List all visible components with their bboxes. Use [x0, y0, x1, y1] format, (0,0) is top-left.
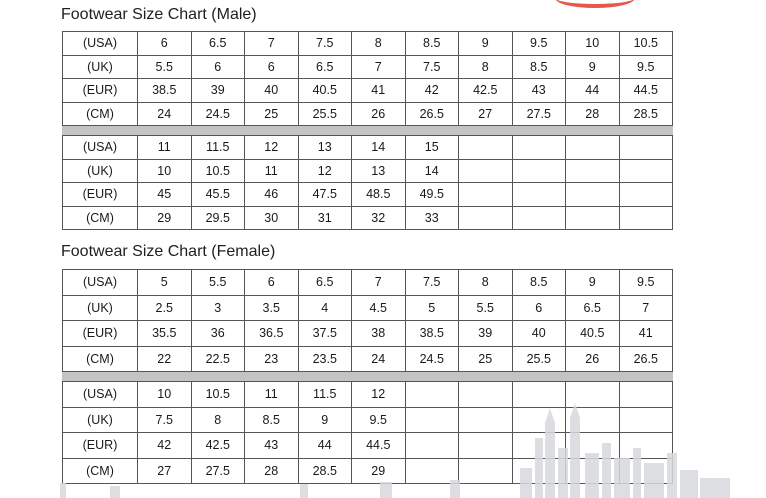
size-cell: 11 [245, 159, 299, 183]
size-cell [512, 206, 566, 230]
size-cell: 40.5 [298, 79, 352, 103]
size-cell [566, 159, 620, 183]
size-cell: 7.5 [405, 270, 459, 296]
size-cell: 25.5 [298, 102, 352, 126]
size-cell: 5 [405, 295, 459, 321]
size-cell: 7 [352, 270, 406, 296]
size-cell: 45.5 [191, 183, 245, 207]
size-cell: 8 [191, 407, 245, 433]
size-cell: 28 [566, 102, 620, 126]
size-cell: 10 [138, 159, 192, 183]
size-cell: 5.5 [138, 55, 192, 79]
size-cell: 4.5 [352, 295, 406, 321]
size-cell: 15 [405, 136, 459, 160]
table-row [63, 458, 673, 484]
size-cell: 27.5 [191, 458, 245, 484]
size-cell: 26.5 [405, 102, 459, 126]
size-cell: 44 [298, 433, 352, 459]
size-cell [619, 433, 673, 459]
size-cell [619, 382, 673, 408]
size-cell: 45 [138, 183, 192, 207]
size-cell [512, 159, 566, 183]
separator-bar [63, 126, 673, 136]
size-cell: 8 [459, 55, 513, 79]
female-size-table-body [63, 270, 673, 484]
size-cell [619, 159, 673, 183]
table-row [63, 79, 673, 103]
table-row [63, 32, 673, 56]
size-cell [459, 458, 513, 484]
size-cell: 26.5 [619, 346, 673, 372]
row-label: (USA) [63, 270, 138, 296]
size-cell [619, 458, 673, 484]
size-cell: 26 [566, 346, 620, 372]
size-cell: 8.5 [245, 407, 299, 433]
size-cell: 43 [512, 79, 566, 103]
size-cell [512, 433, 566, 459]
size-cell: 41 [619, 321, 673, 347]
size-cell [405, 458, 459, 484]
table-row [63, 433, 673, 459]
female-chart-title: Footwear Size Chart (Female) [61, 243, 276, 260]
size-cell [566, 183, 620, 207]
table-row [63, 295, 673, 321]
table-row [63, 382, 673, 408]
table-row [63, 206, 673, 230]
size-cell: 7.5 [405, 55, 459, 79]
size-cell: 33 [405, 206, 459, 230]
size-cell [405, 433, 459, 459]
size-cell: 8.5 [512, 270, 566, 296]
size-cell: 42 [138, 433, 192, 459]
size-cell: 7 [619, 295, 673, 321]
size-cell [405, 382, 459, 408]
size-cell: 10.5 [191, 382, 245, 408]
size-cell: 35.5 [138, 321, 192, 347]
size-cell: 23 [245, 346, 299, 372]
row-label: (UK) [63, 295, 138, 321]
table-row [63, 55, 673, 79]
table-row [63, 270, 673, 296]
row-label: (CM) [63, 346, 138, 372]
size-cell: 9.5 [512, 32, 566, 56]
size-cell [566, 433, 620, 459]
size-cell: 30 [245, 206, 299, 230]
size-cell: 40.5 [566, 321, 620, 347]
size-cell: 7.5 [298, 32, 352, 56]
size-cell: 3 [191, 295, 245, 321]
size-cell: 12 [245, 136, 299, 160]
size-cell [459, 407, 513, 433]
size-cell [459, 159, 513, 183]
size-cell: 9.5 [352, 407, 406, 433]
row-label: (CM) [63, 206, 138, 230]
size-cell [405, 407, 459, 433]
size-cell [512, 407, 566, 433]
size-cell: 25 [459, 346, 513, 372]
size-cell: 39 [191, 79, 245, 103]
size-cell: 36 [191, 321, 245, 347]
table-row [63, 183, 673, 207]
size-cell: 36.5 [245, 321, 299, 347]
size-cell [619, 407, 673, 433]
size-cell: 39 [459, 321, 513, 347]
size-cell: 14 [352, 136, 406, 160]
size-cell: 46 [245, 183, 299, 207]
row-label: (USA) [63, 136, 138, 160]
size-cell: 48.5 [352, 183, 406, 207]
size-cell [566, 382, 620, 408]
size-cell: 11.5 [298, 382, 352, 408]
size-cell: 44.5 [352, 433, 406, 459]
size-cell [459, 433, 513, 459]
size-cell: 8.5 [512, 55, 566, 79]
size-cell: 27 [138, 458, 192, 484]
table-separator-row [63, 126, 673, 136]
size-cell: 8 [459, 270, 513, 296]
size-cell: 9 [459, 32, 513, 56]
size-cell: 42 [405, 79, 459, 103]
row-label: (USA) [63, 382, 138, 408]
size-cell: 6 [245, 55, 299, 79]
separator-bar [63, 372, 673, 382]
size-cell: 23.5 [298, 346, 352, 372]
size-cell: 37.5 [298, 321, 352, 347]
size-cell: 38.5 [405, 321, 459, 347]
row-label: (EUR) [63, 321, 138, 347]
size-cell: 3.5 [245, 295, 299, 321]
size-cell: 40 [245, 79, 299, 103]
row-label: (CM) [63, 458, 138, 484]
size-cell: 13 [298, 136, 352, 160]
size-cell: 10.5 [191, 159, 245, 183]
size-cell: 24.5 [191, 102, 245, 126]
size-cell [566, 458, 620, 484]
row-label: (EUR) [63, 79, 138, 103]
table-separator-row [63, 372, 673, 382]
size-cell: 5 [138, 270, 192, 296]
size-cell: 11.5 [191, 136, 245, 160]
size-cell: 6.5 [566, 295, 620, 321]
size-cell [459, 382, 513, 408]
size-cell: 8.5 [405, 32, 459, 56]
size-cell: 38.5 [138, 79, 192, 103]
size-cell: 10 [138, 382, 192, 408]
male-size-table-body [63, 32, 673, 230]
size-cell: 7 [245, 32, 299, 56]
size-cell [512, 183, 566, 207]
row-label: (USA) [63, 32, 138, 56]
size-cell: 5.5 [191, 270, 245, 296]
size-cell [566, 407, 620, 433]
row-label: (UK) [63, 407, 138, 433]
table-row [63, 159, 673, 183]
size-cell: 42.5 [191, 433, 245, 459]
size-cell: 6.5 [298, 55, 352, 79]
size-cell: 29.5 [191, 206, 245, 230]
row-label: (UK) [63, 159, 138, 183]
size-cell: 49.5 [405, 183, 459, 207]
size-cell [512, 458, 566, 484]
table-row [63, 407, 673, 433]
size-cell: 43 [245, 433, 299, 459]
row-label: (UK) [63, 55, 138, 79]
size-cell: 25.5 [512, 346, 566, 372]
size-cell [619, 136, 673, 160]
size-cell [459, 136, 513, 160]
size-cell [512, 136, 566, 160]
size-cell: 44 [566, 79, 620, 103]
size-cell: 40 [512, 321, 566, 347]
size-cell: 4 [298, 295, 352, 321]
size-cell: 6 [138, 32, 192, 56]
size-cell: 24 [138, 102, 192, 126]
size-cell: 7.5 [138, 407, 192, 433]
row-label: (CM) [63, 102, 138, 126]
size-cell: 26 [352, 102, 406, 126]
size-cell: 47.5 [298, 183, 352, 207]
size-cell: 12 [298, 159, 352, 183]
size-cell [459, 206, 513, 230]
size-cell: 27 [459, 102, 513, 126]
size-cell: 14 [405, 159, 459, 183]
size-cell: 38 [352, 321, 406, 347]
table-row [63, 346, 673, 372]
size-cell [619, 183, 673, 207]
size-cell: 6 [191, 55, 245, 79]
size-cell: 9.5 [619, 55, 673, 79]
size-cell: 11 [245, 382, 299, 408]
table-row [63, 102, 673, 126]
size-cell: 7 [352, 55, 406, 79]
size-cell: 32 [352, 206, 406, 230]
size-cell: 5.5 [459, 295, 513, 321]
size-cell: 22.5 [191, 346, 245, 372]
size-cell: 9 [298, 407, 352, 433]
size-cell: 10 [566, 32, 620, 56]
size-cell: 25 [245, 102, 299, 126]
size-cell: 28.5 [298, 458, 352, 484]
size-cell: 10.5 [619, 32, 673, 56]
size-cell: 24 [352, 346, 406, 372]
size-cell [619, 206, 673, 230]
size-cell: 6 [512, 295, 566, 321]
table-row [63, 321, 673, 347]
size-cell: 28 [245, 458, 299, 484]
male-chart-title: Footwear Size Chart (Male) [61, 6, 257, 23]
size-cell [566, 136, 620, 160]
row-label: (EUR) [63, 183, 138, 207]
size-cell: 22 [138, 346, 192, 372]
size-cell: 2.5 [138, 295, 192, 321]
row-label: (EUR) [63, 433, 138, 459]
size-cell: 9 [566, 270, 620, 296]
size-cell: 9 [566, 55, 620, 79]
size-cell: 44.5 [619, 79, 673, 103]
size-cell: 6.5 [191, 32, 245, 56]
size-cell [566, 206, 620, 230]
size-cell: 12 [352, 382, 406, 408]
decorative-red-arc [555, 0, 635, 8]
size-cell: 41 [352, 79, 406, 103]
size-cell: 13 [352, 159, 406, 183]
size-cell [512, 382, 566, 408]
size-cell: 29 [138, 206, 192, 230]
female-size-table [62, 269, 673, 484]
size-cell [459, 183, 513, 207]
size-cell: 29 [352, 458, 406, 484]
size-cell: 27.5 [512, 102, 566, 126]
size-cell: 28.5 [619, 102, 673, 126]
size-cell: 31 [298, 206, 352, 230]
male-size-table [62, 31, 673, 230]
size-cell: 42.5 [459, 79, 513, 103]
size-cell: 6 [245, 270, 299, 296]
size-cell: 8 [352, 32, 406, 56]
size-cell: 9.5 [619, 270, 673, 296]
size-cell: 24.5 [405, 346, 459, 372]
size-cell: 6.5 [298, 270, 352, 296]
size-cell: 11 [138, 136, 192, 160]
table-row [63, 136, 673, 160]
